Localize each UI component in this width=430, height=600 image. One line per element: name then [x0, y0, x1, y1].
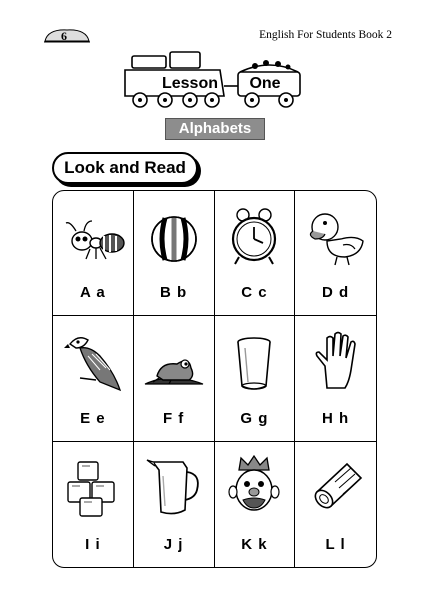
alphabet-grid: [52, 190, 377, 568]
ice-icon: [60, 452, 126, 522]
book-title: English For Students Book 2: [259, 29, 392, 41]
glass-icon: [221, 326, 287, 396]
letter-label: J j: [163, 536, 184, 553]
log-icon: [303, 452, 369, 522]
cell-j: [134, 442, 215, 567]
cell-b: [134, 191, 215, 316]
letter-label: D d: [322, 284, 350, 302]
letter-label: G g: [240, 409, 269, 427]
duck-icon: [303, 201, 369, 271]
frog-icon: [141, 326, 207, 396]
jug-icon: [141, 452, 207, 522]
letter-label: L l: [325, 536, 346, 553]
letter-label: C c: [241, 284, 268, 302]
ant-icon: [60, 201, 126, 271]
letter-label: I i: [85, 536, 101, 553]
subtitle-banner: Alphabets: [165, 118, 265, 140]
ball-icon: [141, 201, 207, 271]
letter-label: A a: [79, 284, 106, 302]
king-icon: [221, 452, 287, 522]
letter-label: K k: [241, 536, 268, 553]
cell-e: [53, 316, 134, 441]
page-number: 6: [61, 29, 67, 43]
cell-k: [215, 442, 296, 567]
cell-l: [295, 442, 376, 567]
cell-d: [295, 191, 376, 316]
letter-label: B b: [160, 284, 188, 302]
eagle-icon: [60, 326, 126, 396]
lesson-number-label: One: [249, 75, 281, 92]
cell-f: [134, 316, 215, 441]
lesson-label: Lesson: [161, 75, 218, 92]
cell-i: [53, 442, 134, 567]
letter-label: E e: [80, 409, 106, 427]
hand-icon: [303, 326, 369, 396]
letter-label: H h: [322, 409, 350, 427]
letter-label: F f: [162, 409, 185, 427]
cell-a: [53, 191, 134, 316]
cell-g: [215, 316, 296, 441]
cell-c: [215, 191, 296, 316]
clock-icon: [221, 201, 287, 271]
section-title: Look and Read: [52, 152, 198, 184]
cell-h: [295, 316, 376, 441]
